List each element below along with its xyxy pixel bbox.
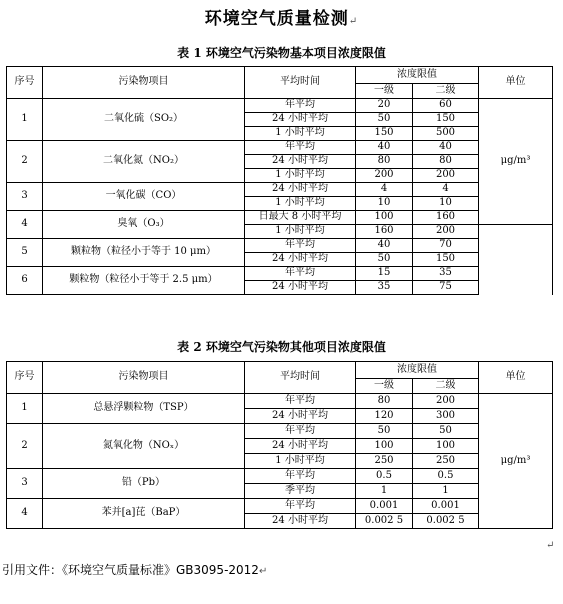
averaging-period: 季平均 <box>245 484 356 499</box>
pollutant-name: 二氧化氮（NO₂） <box>43 141 245 183</box>
paragraph-mark: ↵ <box>258 566 268 577</box>
averaging-period: 1 小时平均 <box>245 225 356 239</box>
level1-value: 20 <box>356 99 413 113</box>
level1-value: 50 <box>356 253 413 267</box>
header-seq: 序号 <box>7 67 43 99</box>
level1-value: 40 <box>356 239 413 253</box>
averaging-period: 24 小时平均 <box>245 439 356 454</box>
document-title: 环境空气质量检测↵ <box>204 9 359 29</box>
averaging-period: 年平均 <box>245 469 356 484</box>
level1-value: 150 <box>356 127 413 141</box>
row-seq: 2 <box>7 141 43 183</box>
pollutant-name: 氮氧化物（NOₓ） <box>43 424 245 469</box>
table2-caption: 表 2 环境空气污染物其他项目浓度限值 <box>177 340 386 354</box>
level1-value: 4 <box>356 183 413 197</box>
header-period: 平均时间 <box>245 362 356 394</box>
level1-value: 200 <box>356 169 413 183</box>
averaging-period: 年平均 <box>245 99 356 113</box>
level2-value: 200 <box>413 225 479 239</box>
level2-value: 150 <box>413 253 479 267</box>
header-limit: 浓度限值 <box>356 362 479 379</box>
level1-value: 40 <box>356 141 413 155</box>
level1-value: 35 <box>356 281 413 295</box>
unit-cell: μg/m³ <box>479 394 553 529</box>
level2-value: 0.002 5 <box>413 514 479 529</box>
pollutant-name: 二氧化硫（SO₂） <box>43 99 245 141</box>
averaging-period: 1 小时平均 <box>245 127 356 141</box>
averaging-period: 24 小时平均 <box>245 113 356 127</box>
level1-value: 100 <box>356 439 413 454</box>
level2-value: 10 <box>413 197 479 211</box>
level1-value: 120 <box>356 409 413 424</box>
row-seq: 4 <box>7 211 43 239</box>
row-seq: 1 <box>7 394 43 424</box>
averaging-period: 1 小时平均 <box>245 169 356 183</box>
level2-value: 70 <box>413 239 479 253</box>
table1-caption: 表 1 环境空气污染物基本项目浓度限值 <box>177 46 386 60</box>
level2-value: 160 <box>413 211 479 225</box>
pollutant-name: 总悬浮颗粒物（TSP） <box>43 394 245 424</box>
pollutant-name: 铅（Pb） <box>43 469 245 499</box>
averaging-period: 年平均 <box>245 239 356 253</box>
table2 <box>6 361 553 529</box>
reference-note: 引用文件：《环境空气质量标准》GB3095-2012↵ <box>2 563 268 577</box>
level1-value: 0.001 <box>356 499 413 514</box>
level1-value: 100 <box>356 211 413 225</box>
row-seq: 3 <box>7 183 43 211</box>
level2-value: 40 <box>413 141 479 155</box>
level1-value: 250 <box>356 454 413 469</box>
averaging-period: 24 小时平均 <box>245 281 356 295</box>
averaging-period: 年平均 <box>245 394 356 409</box>
header-level1: 一级 <box>356 379 413 394</box>
row-seq: 3 <box>7 469 43 499</box>
level1-value: 160 <box>356 225 413 239</box>
averaging-period: 24 小时平均 <box>245 253 356 267</box>
header-level2: 二级 <box>413 379 479 394</box>
level1-value: 0.002 5 <box>356 514 413 529</box>
level2-value: 200 <box>413 169 479 183</box>
averaging-period: 日最大 8 小时平均 <box>245 211 356 225</box>
level1-value: 10 <box>356 197 413 211</box>
header-seq: 序号 <box>7 362 43 394</box>
averaging-period: 24 小时平均 <box>245 155 356 169</box>
averaging-period: 1 小时平均 <box>245 454 356 469</box>
level1-value: 50 <box>356 113 413 127</box>
level2-value: 75 <box>413 281 479 295</box>
averaging-period: 24 小时平均 <box>245 409 356 424</box>
paragraph-mark: ↵ <box>348 16 359 27</box>
pollutant-name: 颗粒物（粒径小于等于 10 μm） <box>43 239 245 267</box>
header-item: 污染物项目 <box>43 362 245 394</box>
level2-value: 250 <box>413 454 479 469</box>
averaging-period: 年平均 <box>245 424 356 439</box>
header-level2: 二级 <box>413 84 479 99</box>
level2-value: 100 <box>413 439 479 454</box>
level2-value: 0.5 <box>413 469 479 484</box>
level2-value: 35 <box>413 267 479 281</box>
row-seq: 4 <box>7 499 43 529</box>
table1 <box>6 66 553 295</box>
level2-value: 50 <box>413 424 479 439</box>
level2-value: 80 <box>413 155 479 169</box>
averaging-period: 年平均 <box>245 499 356 514</box>
pollutant-name: 臭氧（O₃） <box>43 211 245 239</box>
row-seq: 2 <box>7 424 43 469</box>
level1-value: 1 <box>356 484 413 499</box>
header-limit: 浓度限值 <box>356 67 479 84</box>
paragraph-mark: ↵ <box>546 540 555 551</box>
row-seq: 5 <box>7 239 43 267</box>
level2-value: 200 <box>413 394 479 409</box>
pollutant-name: 苯并[a]芘（BaP） <box>43 499 245 529</box>
level2-value: 300 <box>413 409 479 424</box>
header-unit: 单位 <box>479 362 553 394</box>
level1-value: 80 <box>356 394 413 409</box>
header-unit: 单位 <box>479 67 553 99</box>
averaging-period: 1 小时平均 <box>245 197 356 211</box>
level1-value: 0.5 <box>356 469 413 484</box>
level2-value: 1 <box>413 484 479 499</box>
pollutant-name: 颗粒物（粒径小于等于 2.5 μm） <box>43 267 245 295</box>
averaging-period: 24 小时平均 <box>245 183 356 197</box>
level1-value: 15 <box>356 267 413 281</box>
averaging-period: 年平均 <box>245 141 356 155</box>
header-item: 污染物项目 <box>43 67 245 99</box>
header-level1: 一级 <box>356 84 413 99</box>
level2-value: 150 <box>413 113 479 127</box>
pollutant-name: 一氧化碳（CO） <box>43 183 245 211</box>
level1-value: 80 <box>356 155 413 169</box>
row-seq: 6 <box>7 267 43 295</box>
row-seq: 1 <box>7 99 43 141</box>
level2-value: 0.001 <box>413 499 479 514</box>
level2-value: 60 <box>413 99 479 113</box>
level1-value: 50 <box>356 424 413 439</box>
header-period: 平均时间 <box>245 67 356 99</box>
averaging-period: 24 小时平均 <box>245 514 356 529</box>
unit-cell: μg/m³ <box>479 99 553 225</box>
averaging-period: 年平均 <box>245 267 356 281</box>
level2-value: 4 <box>413 183 479 197</box>
level2-value: 500 <box>413 127 479 141</box>
